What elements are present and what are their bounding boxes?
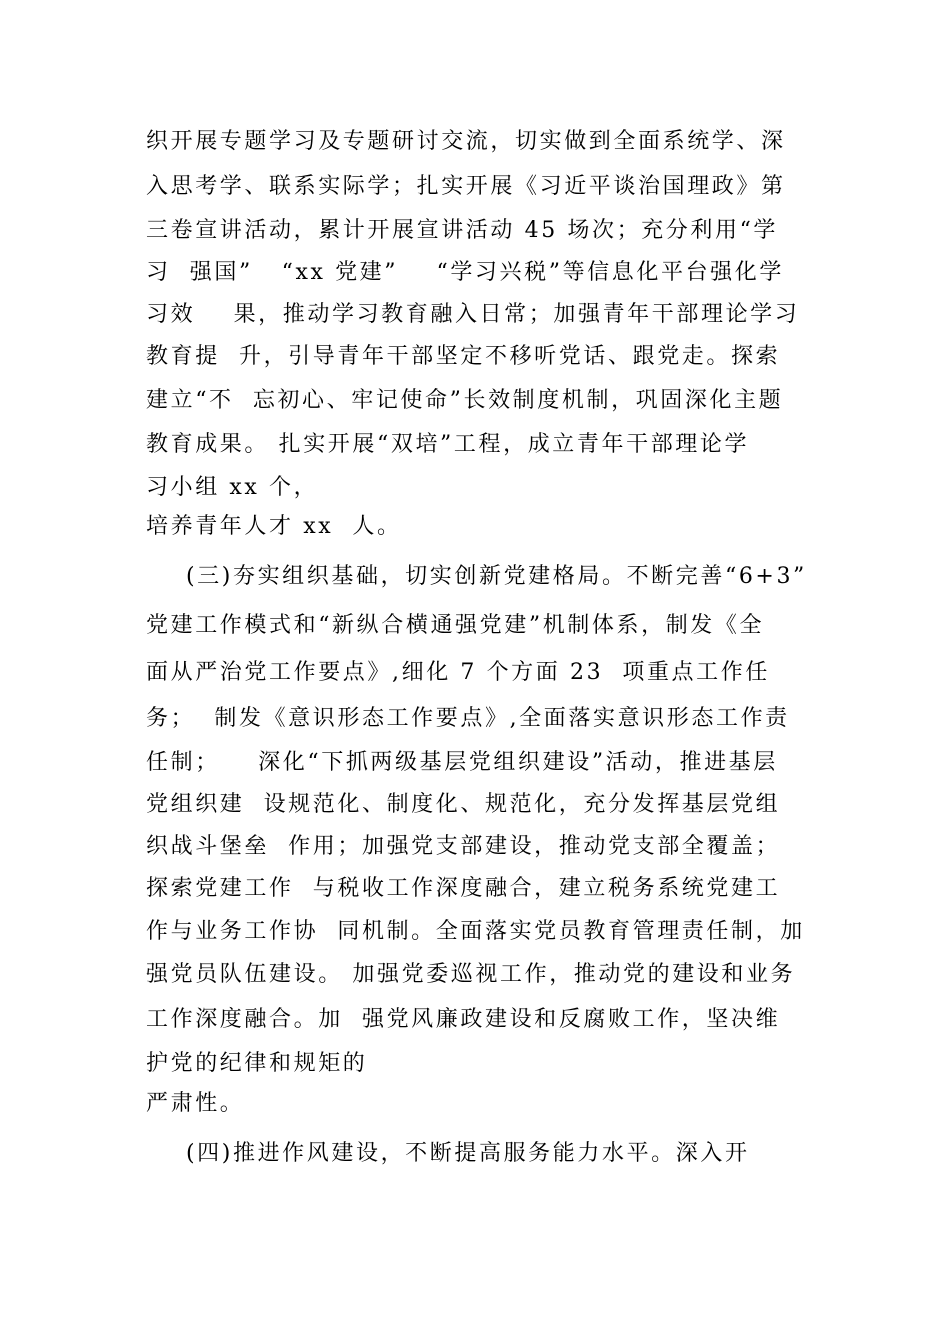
text-line: 护党的纪律和规矩的	[146, 1051, 368, 1076]
text-line: 织开展专题学习及专题研讨交流，切实做到全面系统学、深	[146, 129, 786, 154]
text-line: 建立“不 忘初心、牢记使命”长效制度机制，巩固深化主题	[146, 388, 784, 413]
section-heading-line: (三)夯实组织基础，切实创新党建格局。不断完善“6+3”	[186, 564, 807, 589]
text-line: 探索党建工作 与税收工作深度融合，建立税务系统党建工	[146, 876, 781, 901]
text-line: 作与业务工作协 同机制。全面落实党员教育管理责任制，加	[146, 919, 805, 944]
text-line: 强党员队伍建设。 加强党委巡视工作，推动党的建设和业务	[146, 962, 796, 987]
text-line: 工作深度融合。加 强党风廉政建设和反腐败工作，坚决维	[146, 1007, 781, 1032]
text-line: 务； 制发《意识形态工作要点》,全面落实意识形态工作责	[146, 706, 790, 731]
text-line: 党组织建 设规范化、制度化、规范化，充分发挥基层党组	[146, 792, 781, 817]
text-line: 习 强国” “xx 党建” “学习兴税”等信息化平台强化学	[146, 260, 784, 285]
text-line: 任制； 深化“下抓两级基层党组织建设”活动，推进基层	[146, 750, 778, 775]
text-line: 习效 果，推动学习教育融入日常；加强青年干部理论学习	[146, 302, 800, 327]
text-line: 严肃性。	[146, 1091, 245, 1116]
text-line: 面从严治党工作要点》,细化 7 个方面 23 项重点工作任	[146, 660, 770, 685]
section-heading-line: (四)推进作风建设，不断提高服务能力水平。深入开	[186, 1141, 750, 1166]
text-line: 教育成果。 扎实开展“双培”工程，成立青年干部理论学	[146, 432, 750, 457]
text-line: 织战斗堡垒 作用；加强党支部建设，推动党支部全覆盖；	[146, 834, 781, 859]
text-line: 习小组 xx 个，	[146, 475, 319, 500]
text-line: 三卷宣讲活动，累计开展宣讲活动 45 场次；充分利用“学	[146, 218, 779, 243]
text-line: 培养青年人才 xx 人。	[146, 514, 402, 539]
text-line: 入思考学、联系实际学；扎实开展《习近平谈治国理政》第	[146, 174, 786, 199]
text-line: 教育提 升，引导青年干部坚定不移听党话、跟党走。探索	[146, 344, 781, 369]
text-line: 党建工作模式和“新纵合横通强党建”机制体系，制发《全	[146, 613, 765, 638]
